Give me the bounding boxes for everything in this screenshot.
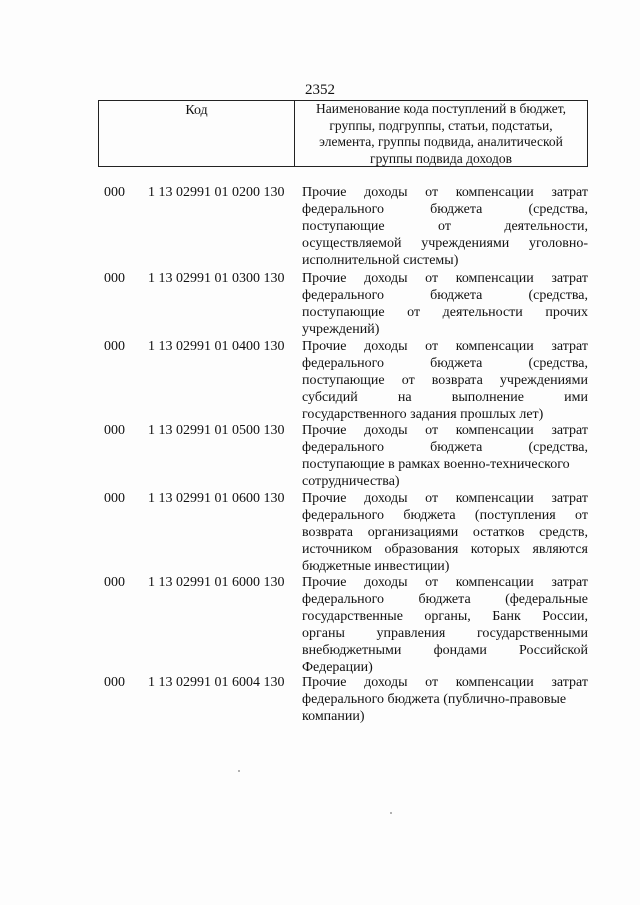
description-word: деятельности,: [504, 219, 588, 234]
description-line: [302, 252, 588, 269]
description-line: [302, 473, 588, 490]
description-word: от: [425, 271, 439, 286]
admin-code: 000: [104, 185, 125, 200]
description-word: являются: [532, 542, 588, 557]
revenue-description: [302, 184, 588, 269]
header-name-line: Наименование кода поступлений в бюджет,: [315, 101, 566, 116]
description-word: учреждений): [302, 322, 380, 337]
description-word: (поступления: [474, 508, 556, 523]
description-word: (средства,: [528, 440, 588, 455]
description-word: органы,: [424, 609, 471, 624]
page-number: 2352: [305, 82, 335, 98]
description-line: [302, 355, 588, 372]
revenue-description: [302, 338, 588, 423]
description-word: от: [438, 219, 451, 234]
admin-code: 000: [104, 339, 125, 354]
description-word: выполнение: [451, 390, 524, 405]
description-word: субсидий: [302, 390, 358, 405]
description-word: поступающие: [302, 305, 385, 320]
description-line: [302, 558, 588, 575]
description-word: затрат: [551, 339, 588, 354]
description-word: управления: [376, 626, 446, 641]
description-word: затрат: [551, 575, 588, 590]
description-word: поступающие: [302, 219, 385, 234]
description-word: Прочие: [302, 675, 347, 690]
revenue-code: 1 13 02991 01 0600 130: [148, 491, 285, 506]
admin-code: 000: [104, 271, 125, 286]
description-line: [302, 708, 588, 725]
description-line: [302, 304, 588, 321]
description-word: на: [397, 390, 412, 405]
description-word: затрат: [551, 491, 588, 506]
description-word: бюджета: [418, 592, 471, 607]
description-word: доходы: [364, 185, 408, 200]
description-word: бюджетные инвестиции): [302, 559, 450, 574]
description-word: от: [401, 373, 415, 388]
description-word: учреждениями: [421, 236, 510, 251]
description-word: от: [425, 423, 439, 438]
description-line: [302, 338, 588, 355]
description-word: затрат: [551, 185, 588, 200]
description-word: поступающие в рамках военно-технического: [302, 457, 570, 472]
description-line: [302, 422, 588, 439]
admin-code: 000: [104, 423, 125, 438]
description-word: доходы: [364, 271, 408, 286]
description-line: [302, 287, 588, 304]
description-word: федерального: [302, 592, 385, 607]
description-word: России,: [542, 609, 588, 624]
description-word: Прочие: [302, 185, 347, 200]
description-word: Прочие: [302, 423, 347, 438]
description-word: государственными: [476, 626, 588, 641]
description-word: федерального: [302, 288, 385, 303]
description-line: [302, 389, 588, 406]
description-word: доходы: [364, 575, 408, 590]
scan-speck: [238, 770, 240, 772]
description-word: бюджета: [403, 508, 456, 523]
description-word: деятельности: [442, 305, 523, 320]
description-word: государственного задания прошлых лет): [302, 407, 544, 422]
description-word: от: [425, 575, 439, 590]
description-word: Прочие: [302, 575, 347, 590]
description-word: Федерации): [302, 660, 373, 675]
table-header: [98, 100, 588, 167]
description-word: которых: [470, 542, 521, 557]
scan-speck: [390, 812, 392, 814]
description-line: [302, 235, 588, 252]
header-code-column: Код: [99, 101, 295, 166]
revenue-code: 1 13 02991 01 0300 130: [148, 271, 285, 286]
revenue-description: [302, 490, 588, 575]
description-word: ими: [564, 390, 588, 405]
description-word: Прочие: [302, 491, 347, 506]
description-word: затрат: [551, 271, 588, 286]
header-name-line: элемента, группы подвида, аналитической: [319, 134, 563, 149]
description-word: Прочие: [302, 339, 347, 354]
revenue-description: [302, 574, 588, 676]
description-word: бюджета: [430, 440, 483, 455]
description-line: [302, 574, 588, 591]
admin-code: 000: [104, 675, 125, 690]
revenue-code: 1 13 02991 01 6004 130: [148, 675, 285, 690]
description-word: федерального бюджета (публично-правовые: [302, 692, 567, 707]
description-word: Прочие: [302, 271, 347, 286]
description-word: бюджета: [430, 288, 483, 303]
header-name-line: группы подвида доходов: [370, 150, 512, 166]
description-word: бюджета: [430, 356, 483, 371]
header-name-line: группы, подгруппы, статьи, подстатьи,: [329, 117, 553, 133]
description-word: доходы: [364, 491, 408, 506]
description-word: от: [425, 675, 439, 690]
description-word: от: [575, 508, 588, 523]
description-line: [302, 608, 588, 625]
description-word: затрат: [551, 675, 588, 690]
revenue-description: [302, 674, 588, 725]
description-line: [302, 524, 588, 541]
description-word: компенсации: [455, 575, 534, 590]
admin-code: 000: [104, 575, 125, 590]
description-word: возврата: [302, 525, 354, 540]
revenue-code: 1 13 02991 01 0400 130: [148, 339, 285, 354]
description-line: [302, 270, 588, 287]
description-word: от: [425, 491, 439, 506]
description-word: от: [407, 305, 421, 320]
description-word: организациями: [367, 525, 459, 540]
description-line: [302, 490, 588, 507]
revenue-description: [302, 422, 588, 490]
description-word: источником: [302, 542, 372, 557]
revenue-code: 1 13 02991 01 6000 130: [148, 575, 285, 590]
description-word: государственные: [302, 609, 403, 624]
description-word: исполнительной системы): [302, 253, 459, 268]
description-word: от: [425, 185, 439, 200]
description-word: (средства,: [528, 288, 588, 303]
description-word: бюджета: [430, 202, 483, 217]
description-line: [302, 591, 588, 608]
description-word: компенсации: [455, 423, 534, 438]
description-word: фондами: [433, 643, 487, 658]
description-line: [302, 372, 588, 389]
description-line: [302, 218, 588, 235]
description-word: осуществляемой: [302, 236, 402, 251]
description-word: федерального: [302, 508, 385, 523]
description-word: (средства,: [528, 202, 588, 217]
description-word: затрат: [551, 423, 588, 438]
description-word: федерального: [302, 202, 385, 217]
description-word: от: [425, 339, 439, 354]
description-word: образования: [384, 542, 459, 557]
description-line: [302, 541, 588, 558]
description-line: [302, 406, 588, 423]
description-line: [302, 184, 588, 201]
description-word: средств,: [539, 525, 588, 540]
revenue-description: [302, 270, 588, 338]
description-word: прочих: [545, 305, 588, 320]
description-line: [302, 507, 588, 524]
description-word: Банк: [492, 609, 521, 624]
description-word: учреждениями: [499, 373, 588, 388]
description-word: возврата: [431, 373, 483, 388]
description-word: федерального: [302, 440, 385, 455]
description-word: доходы: [364, 675, 408, 690]
description-word: поступающие: [302, 373, 385, 388]
description-word: доходы: [364, 423, 408, 438]
description-word: (федеральные: [505, 592, 588, 607]
description-word: (средства,: [528, 356, 588, 371]
revenue-code: 1 13 02991 01 0200 130: [148, 185, 285, 200]
header-name-column: [295, 101, 587, 166]
description-line: [302, 642, 588, 659]
description-word: компании): [302, 709, 365, 724]
admin-code: 000: [104, 491, 125, 506]
description-word: федерального: [302, 356, 385, 371]
description-word: Российской: [519, 643, 588, 658]
description-word: компенсации: [455, 491, 534, 506]
description-word: компенсации: [455, 271, 534, 286]
description-word: остатков: [472, 525, 525, 540]
description-word: уголовно-: [529, 236, 588, 251]
description-word: органы: [302, 626, 345, 641]
description-line: [302, 625, 588, 642]
description-line: [302, 439, 588, 456]
description-word: компенсации: [455, 675, 534, 690]
description-line: [302, 321, 588, 338]
description-word: компенсации: [455, 339, 534, 354]
description-line: [302, 456, 588, 473]
description-word: доходы: [364, 339, 408, 354]
description-word: сотрудничества): [302, 474, 400, 489]
description-word: компенсации: [455, 185, 534, 200]
description-line: [302, 691, 588, 708]
revenue-code: 1 13 02991 01 0500 130: [148, 423, 285, 438]
description-line: [302, 674, 588, 691]
description-word: внебюджетными: [302, 643, 402, 658]
description-line: [302, 201, 588, 218]
